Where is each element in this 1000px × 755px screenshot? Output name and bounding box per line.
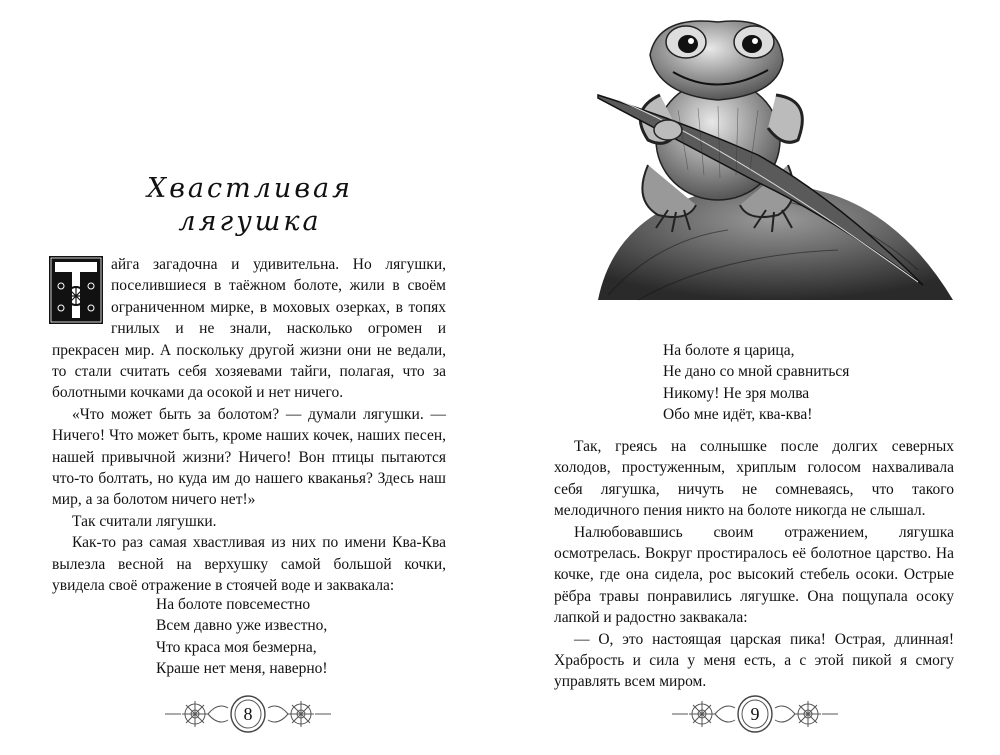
poem-line: Не дано со мной сравниться [663, 363, 850, 381]
poem-line: На болоте повсеместно [156, 596, 311, 613]
page-number-ornament-right [670, 694, 840, 734]
frog-illustration-icon [578, 0, 958, 320]
paragraph-4: Как-то раз самая хвастливая из них по имени Ква-Ква вылезла весной на верхушку самой большой кочки, увидела своё отражение в стоячей воде и заквакала: [52, 534, 446, 595]
poem-line: Что краса моя безмерна, [156, 638, 317, 656]
paragraph-1 [52, 254, 446, 404]
page-number-ornament [163, 694, 333, 734]
page-number: 9 [750, 704, 760, 724]
title-line-2: лягушка [178, 206, 322, 237]
poem-line: Краше нет меня, наверно! [156, 660, 328, 678]
poem-line: Обо мне идёт, ква-ква! [663, 406, 813, 424]
poem-line: На болоте я царица, [663, 342, 795, 359]
page-number: 8 [243, 704, 253, 724]
left-poem [156, 594, 328, 680]
poem-line: Никому! Не зря молва [663, 384, 810, 402]
right-text-block [554, 436, 954, 693]
paragraph-6: Налюбовавшись своим отражением, лягушка осмотрелась. Вокруг простиралось её болотное царство. На кочке, где она сидела, рос высокий стебель осоки. Острые рёбра травы понравились лягушке. Она пощупала осоку лапкой и радостно заквакала: [554, 523, 954, 627]
paragraph-1-text: айга загадочна и удивительна. Но лягушки, поселившиеся в таёжном болоте, жили в своём ограниченном мирке, в моховых озерках, в топях гнилых и не знали, насколько огромен и прекрасен мир. А поскольку другой жизни они не ведали, то стали считать себя хозяевами тайги, полагая, что за болотными кочками да осокой и нет ничего. [52, 256, 446, 402]
poem-line: Всем давно уже известно, [156, 617, 328, 635]
paragraph-5: Так, греясь на солнышке после долгих северных холодов, простуженным, хриплым голосом нахваливала себя лягушка, ничуть не сомневаясь, что такого мелодичного пения никто на болоте никогда не слышал. [554, 438, 954, 520]
title-line-1: Хвастливая [146, 173, 354, 204]
drop-cap [49, 256, 103, 324]
paragraph-3: Так считали лягушки. [72, 512, 217, 530]
chapter-title [120, 172, 380, 238]
paragraph-2: «Что может быть за болотом? — думали лягушки. — Ничего! Что может быть, кроме наших кочек, наших песен, нашей привычной жизни? Ничего! Вон птицы пытаются что-то болтать, но куда им до нашего кваканья? Здесь наш мир, а за болотом ничего нет!» [52, 405, 446, 509]
left-text-block [52, 254, 446, 597]
right-poem [663, 340, 849, 426]
paragraph-7: — О, это настоящая царская пика! Острая, длинная! Храбрость и сила у меня есть, а с этой пикой я смогу управлять всем миром. [554, 630, 954, 691]
